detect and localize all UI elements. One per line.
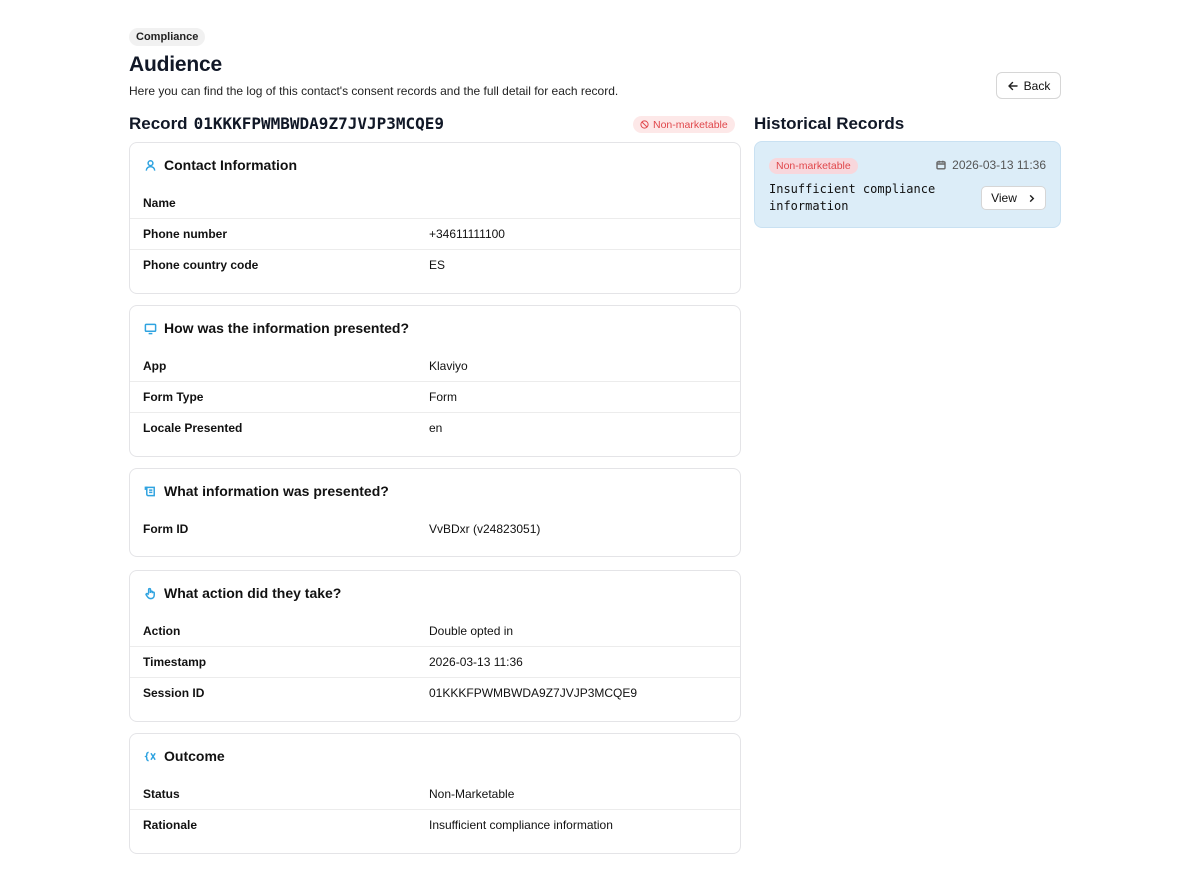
monitor-icon: [144, 322, 157, 335]
row-value: Klaviyo: [429, 358, 468, 373]
card-title: What information was presented?: [164, 483, 389, 499]
card-title: What action did they take?: [164, 585, 342, 601]
detail-row: [130, 412, 740, 443]
detail-row: [130, 778, 740, 809]
compliance-tag: Compliance: [129, 28, 205, 46]
row-key: Session ID: [143, 686, 205, 700]
card-title: Outcome: [164, 748, 225, 764]
detail-row: [130, 677, 740, 708]
row-value: VvBDxr (v24823051): [429, 521, 541, 536]
history-status-badge: Non-marketable: [769, 158, 858, 174]
record-label: Record: [129, 114, 188, 133]
user-icon: [144, 159, 157, 172]
scroll-icon: [144, 485, 157, 498]
row-value: en: [429, 421, 443, 435]
page-title: Audience: [129, 53, 222, 76]
row-key: App: [143, 358, 167, 373]
detail-row: [130, 513, 740, 544]
presentation-card: [129, 305, 741, 457]
information-card: [129, 468, 741, 557]
contact-information-card: [129, 142, 741, 294]
card-title: How was the information presented?: [164, 320, 410, 336]
row-key: Status: [143, 786, 180, 801]
row-key: Form Type: [143, 390, 204, 404]
view-button[interactable]: [981, 186, 1046, 210]
historical-record-item: [754, 141, 1061, 228]
history-rationale: Insufficient compliance information: [769, 182, 936, 213]
back-button[interactable]: [996, 72, 1061, 99]
row-key: Timestamp: [143, 655, 207, 669]
row-value: Form: [429, 390, 457, 404]
row-key: Locale Presented: [143, 421, 243, 435]
detail-row: [130, 646, 740, 677]
outcome-card: [129, 733, 741, 854]
detail-row: [130, 187, 740, 218]
row-key: Phone number: [143, 227, 228, 241]
arrow-left-icon: [1007, 80, 1019, 92]
row-value: Double opted in: [429, 623, 514, 638]
action-card: [129, 570, 741, 722]
row-key: Rationale: [143, 818, 198, 832]
view-button-label: View: [991, 191, 1017, 205]
row-value: ES: [429, 258, 446, 272]
card-header: [130, 571, 740, 615]
row-key: Action: [143, 623, 181, 638]
pointer-hand-icon: [144, 587, 157, 600]
card-header: [130, 469, 740, 513]
history-date-value: 2026-03-13 11:36: [952, 158, 1046, 172]
card-header: [130, 734, 740, 778]
row-value: +34611111100: [429, 227, 505, 241]
row-value: Non-Marketable: [429, 786, 515, 801]
detail-row: [130, 249, 740, 280]
detail-row: [130, 809, 740, 840]
chevron-right-icon: [1027, 194, 1036, 203]
row-value: 2026-03-13 11:36: [429, 655, 523, 669]
card-header: [130, 143, 740, 187]
row-value: Insufficient compliance information: [429, 818, 613, 832]
status-badge: [633, 116, 735, 133]
ban-icon: [640, 120, 649, 129]
page-description: Here you can find the log of this contact's consent records and the full detail for each record.: [129, 84, 619, 98]
card-title: Contact Information: [164, 157, 297, 173]
detail-row: [130, 218, 740, 249]
record-id: 01KKKFPWMBWDA9Z7JVJP3MCQE9: [193, 114, 445, 133]
detail-row: [130, 381, 740, 412]
calendar-icon: [936, 160, 946, 170]
record-title: [129, 114, 444, 134]
row-key: Phone country code: [143, 258, 259, 272]
row-key: Form ID: [143, 521, 189, 536]
row-key: Name: [143, 195, 176, 210]
outcome-icon: [144, 750, 157, 763]
back-button-label: Back: [1023, 78, 1051, 93]
detail-row: [130, 615, 740, 646]
history-date: [936, 158, 1046, 172]
status-badge-label: Non-marketable: [653, 118, 728, 131]
card-header: [130, 306, 740, 350]
row-value: 01KKKFPWMBWDA9Z7JVJP3MCQE9: [429, 686, 638, 700]
detail-row: [130, 350, 740, 381]
historical-records-title: Historical Records: [754, 114, 905, 133]
